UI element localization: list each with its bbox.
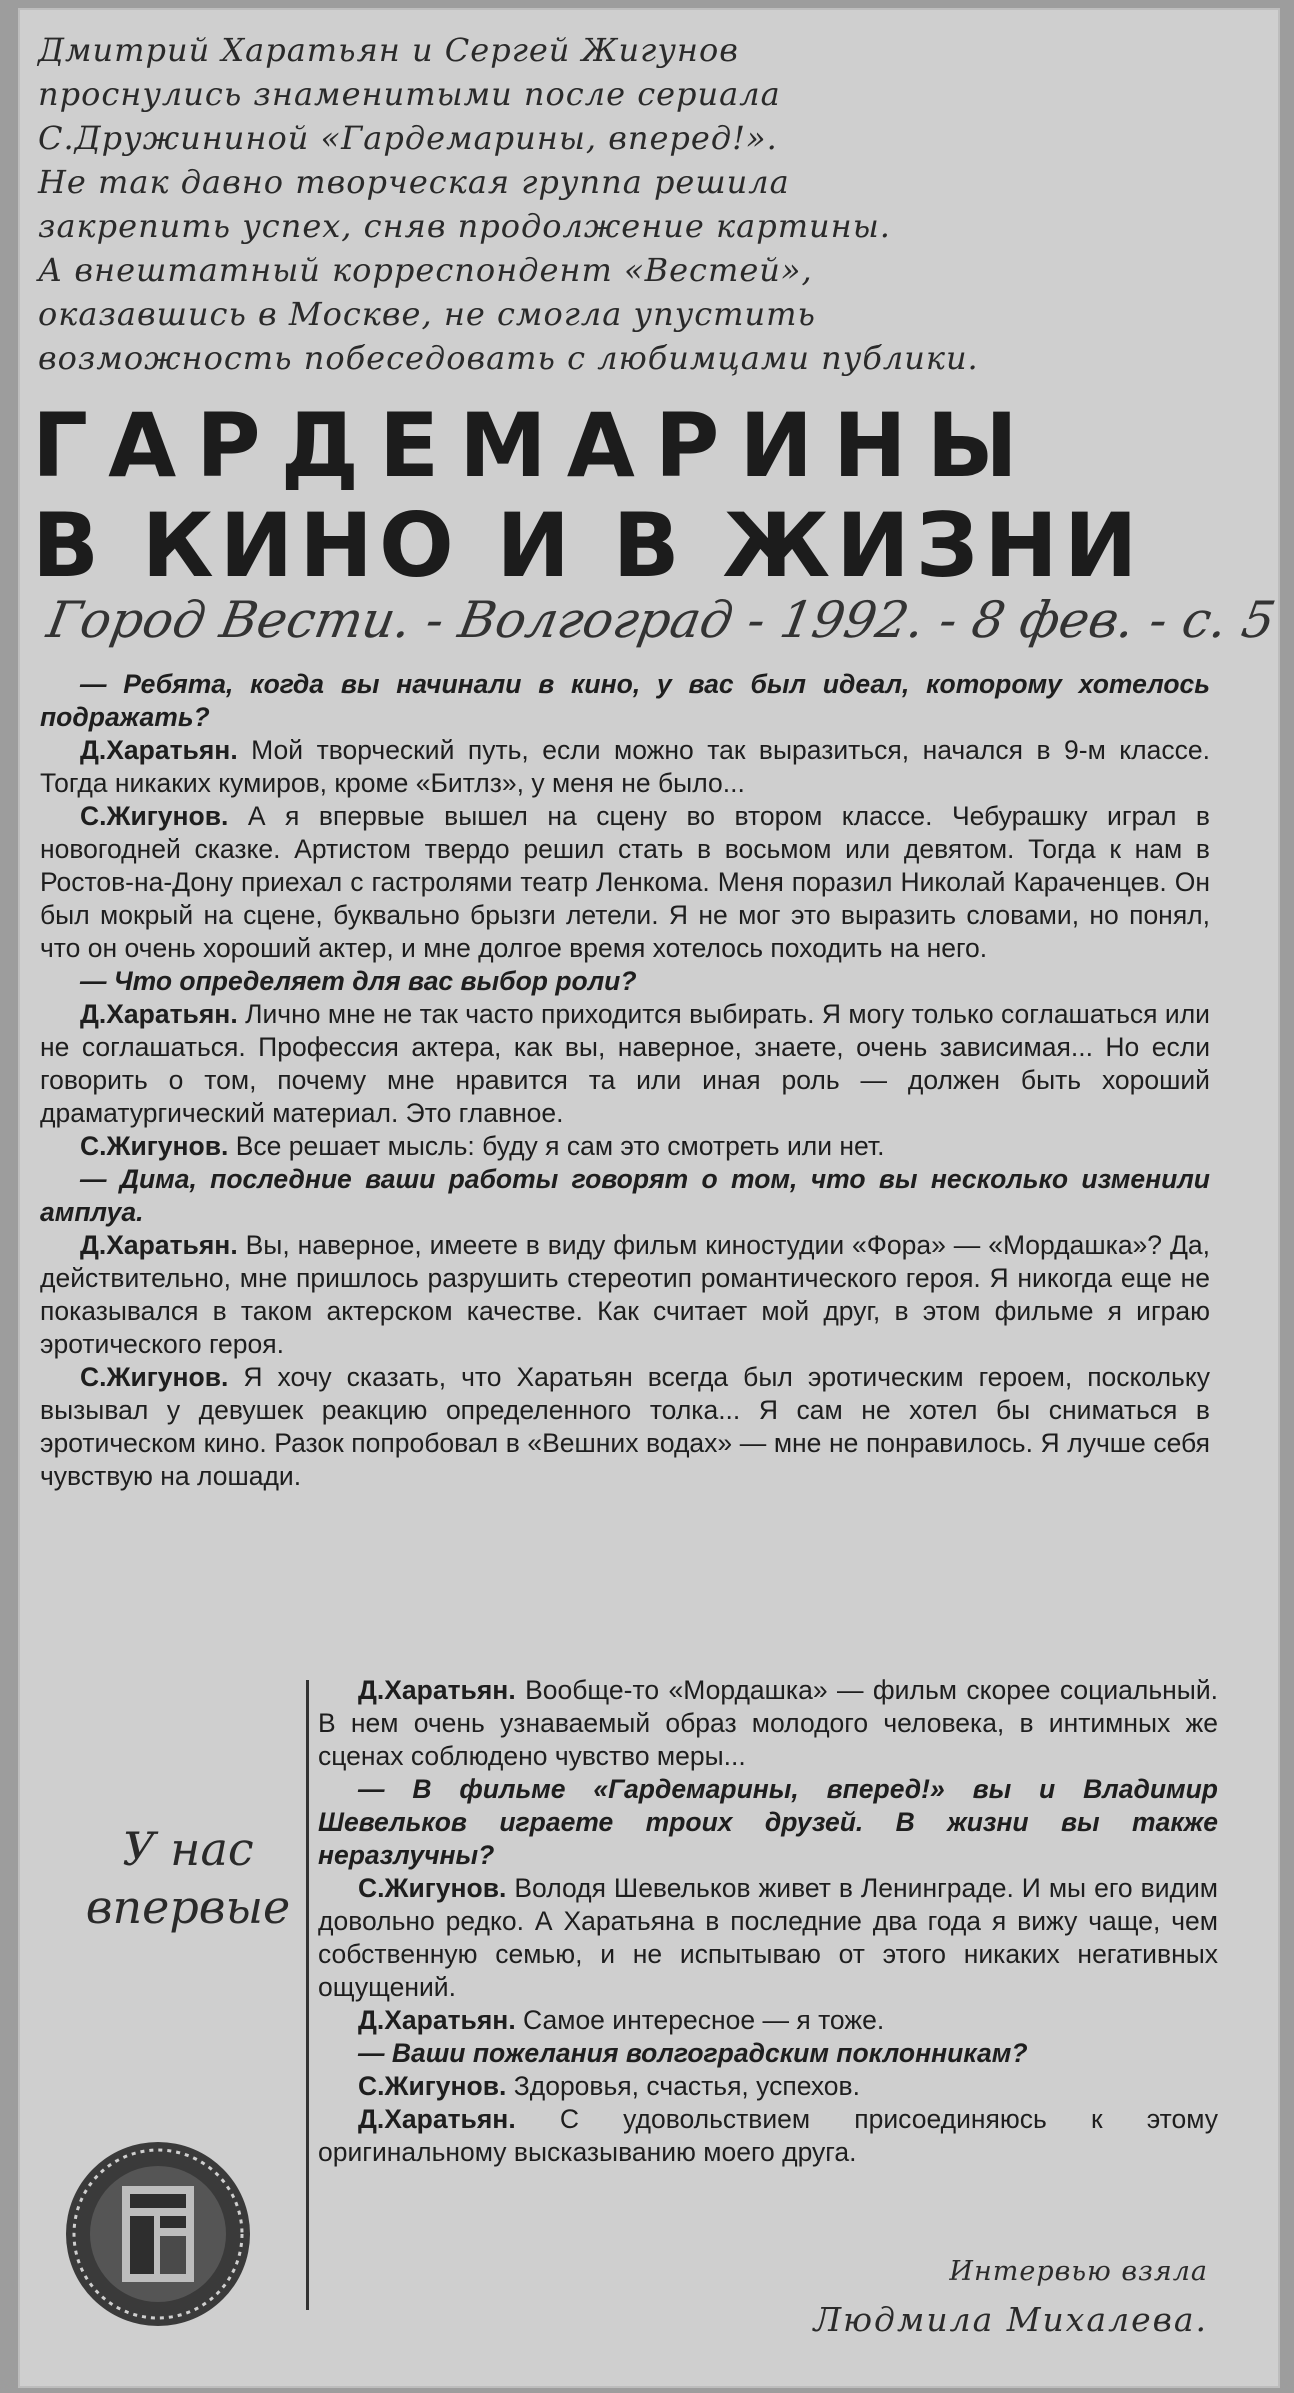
answer-text: Вы, наверное, имеете в виду фильм киностудии «Фора» — «Мордашка»? Да, действительно, мне пришлось разрушить стереотип романтического героя. Я никогда еще не показывался в таком актерском качестве. Как считает мой друг, в этом фильме я играю эротического героя. xyxy=(40,1230,1210,1359)
answer-text: Володя Шевельков живет в Ленинграде. И мы его видим довольно редко. А Харатьяна в последние два года я вижу чаще, чем собственную семью, и не испытываю от этого никаких негативных ощущений. xyxy=(318,1873,1218,2002)
headline-line-1: ГАРДЕМАРИНЫ xyxy=(32,394,1038,497)
speaker-name: С.Жигунов. xyxy=(80,1362,229,1392)
rubric-label xyxy=(68,1820,308,1936)
rubric-line: впервые xyxy=(85,1880,291,1934)
answer-text: А я впервые вышел на сцену во втором классе. Чебурашку играл в новогодней сказке. Артистом твердо решил стать в восьмом или девятом. Тогда к нам в Ростов-на-Дону приехал с гастролями театр Ленкома. Меня поразил Николай Караченцев. Он был мокрый на сцене, буквально брызги летели. Я не мог это выразить словами, но понял, что он очень хороший актер, и мне долгое время хотелось походить на него. xyxy=(40,801,1210,963)
speaker-name: С.Жигунов. xyxy=(80,801,229,831)
interviewer-question: — Ребята, когда вы начинали в кино, у вас был идеал, которому хотелось подражать? xyxy=(40,669,1210,732)
lead-line: А внештатный корреспондент «Вестей», xyxy=(38,251,813,289)
handwritten-source-note: Город Вести. - Волгоград - 1992. - 8 фев. - с. 5 xyxy=(42,591,1280,649)
interview-answer xyxy=(318,1674,1218,1773)
speaker-name: Д.Харатьян. xyxy=(358,2104,516,2134)
answer-text: С удовольствием присоединяюсь к этому оригинальному высказыванию моего друга. xyxy=(318,2104,1218,2167)
interview-answer xyxy=(318,1872,1218,2004)
interview-answer xyxy=(318,2070,1218,2103)
lead-line: закрепить успех, сняв продолжение картины. xyxy=(38,207,891,245)
answer-text: Все решает мысль: буду я сам это смотреть или нет. xyxy=(228,1131,885,1161)
column-divider xyxy=(306,1680,309,2310)
stamp-emblem xyxy=(60,2136,256,2332)
lead-line: возможность побеседовать с любимцами публики. xyxy=(38,339,979,377)
interviewer-question: — Ваши пожелания волгоградским поклонникам? xyxy=(358,2038,1028,2068)
answer-text: Я хочу сказать, что Харатьян всегда был эротическим героем, поскольку вызывал у девушек реакцию определенного толка... Я сам не хотел бы сниматься в эротическом кино. Разок попробовал в «Вешних водах» — мне не понравилось. Я лучше себя чувствую на лошади. xyxy=(40,1362,1210,1491)
lead-line: оказавшись в Москве, не смогла упустить xyxy=(38,295,816,333)
interview-answer xyxy=(40,1130,1210,1163)
lead-line: С.Дружининой «Гардемарины, вперед!». xyxy=(38,119,778,157)
interview-answer xyxy=(318,2004,1218,2037)
lead-line: Дмитрий Харатьян и Сергей Жигунов xyxy=(38,31,739,69)
speaker-name: Д.Харатьян. xyxy=(358,2005,516,2035)
interview-answer xyxy=(40,1361,1210,1493)
speaker-name: Д.Харатьян. xyxy=(80,735,238,765)
interview-side-column xyxy=(318,1674,1218,2169)
lead-line: проснулись знаменитыми после сериала xyxy=(38,75,781,113)
interview-answer xyxy=(40,1229,1210,1361)
interview-answer xyxy=(40,734,1210,800)
rubric-line: У нас xyxy=(122,1822,254,1876)
answer-text: Лично мне не так часто приходится выбирать. Я могу только соглашаться или не соглашаться. Профессия актера, как вы, наверное, знаете, очень зависимая... Но если говорить о том, почему мне нравится та или иная роль — должен быть хороший драматургический материал. Это главное. xyxy=(40,999,1210,1128)
speaker-name: С.Жигунов. xyxy=(80,1131,229,1161)
headline-line-2: В КИНО И В ЖИЗНИ xyxy=(32,494,1144,597)
interview-answer xyxy=(40,800,1210,965)
interviewer-question: — Дима, последние ваши работы говорят о том, что вы несколько изменили амплуа. xyxy=(40,1164,1210,1227)
lead-line: Не так давно творческая группа решила xyxy=(38,163,790,201)
signature-caption: Интервью взяла xyxy=(949,2256,1208,2287)
interviewer-question: — В фильме «Гардемарины, вперед!» вы и Владимир Шевельков играете троих друзей. В жизни вы также неразлучны? xyxy=(318,1774,1218,1870)
interview-main-column xyxy=(40,668,1210,1493)
speaker-name: Д.Харатьян. xyxy=(80,999,238,1029)
speaker-name: Д.Харатьян. xyxy=(80,1230,238,1260)
speaker-name: С.Жигунов. xyxy=(358,1873,507,1903)
interview-answer xyxy=(40,998,1210,1130)
article-lead xyxy=(38,28,1268,380)
answer-text: Здоровья, счастья, успехов. xyxy=(506,2071,860,2101)
interview-answer xyxy=(318,2103,1218,2169)
answer-text: Самое интересное — я тоже. xyxy=(515,2005,885,2035)
answer-text: Вообще-то «Мордашка» — фильм скорее социальный. В нем очень узнаваемый образ молодого человека, в интимных же сценах соблюдено чувство меры... xyxy=(318,1675,1218,1771)
speaker-name: С.Жигунов. xyxy=(358,2071,507,2101)
interviewer-question: — Что определяет для вас выбор роли? xyxy=(80,966,637,996)
signature-author: Людмила Михалева. xyxy=(813,2300,1208,2339)
newspaper-clipping xyxy=(18,8,1280,2388)
answer-text: Мой творческий путь, если можно так выразиться, начался в 9-м классе. Тогда никаких кумиров, кроме «Битлз», у меня не было... xyxy=(40,735,1210,798)
speaker-name: Д.Харатьян. xyxy=(358,1675,516,1705)
